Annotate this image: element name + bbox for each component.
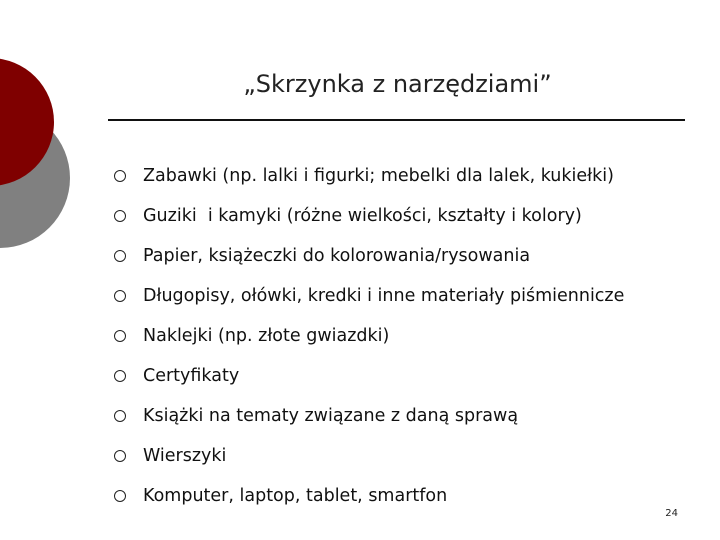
list-item-text: Naklejki (np. złote gwiazdki)	[143, 326, 390, 346]
bullet-circle-icon	[114, 170, 126, 182]
list-item	[114, 316, 624, 356]
bullet-circle-icon	[114, 490, 126, 502]
list-item-text: Certyfikaty	[143, 366, 240, 386]
decorative-circles	[0, 0, 120, 300]
bullet-circle-icon	[114, 410, 126, 422]
list-item	[114, 276, 624, 316]
bullet-circle-icon	[114, 450, 126, 462]
list-item	[114, 396, 624, 436]
list-item	[114, 236, 624, 276]
list-item	[114, 476, 624, 516]
list-item-text: Książki na tematy związane z daną sprawą	[143, 406, 519, 426]
list-item	[114, 356, 624, 396]
list-item-text: Papier, książeczki do kolorowania/rysowania	[143, 246, 531, 266]
list-item-text: Wierszyki	[143, 446, 227, 466]
list-item-text: Guziki i kamyki (różne wielkości, kształty i kolory)	[143, 206, 582, 226]
slide-title: „Skrzynka z narzędziami”	[243, 70, 552, 98]
bullet-circle-icon	[114, 290, 126, 302]
list-item-text: Zabawki (np. lalki i figurki; mebelki dla lalek, kukiełki)	[143, 166, 614, 186]
list-item	[114, 156, 624, 196]
bullet-circle-icon	[114, 370, 126, 382]
bullet-circle-icon	[114, 210, 126, 222]
bullet-circle-icon	[114, 250, 126, 262]
bullet-circle-icon	[114, 330, 126, 342]
list-item-text: Komputer, laptop, tablet, smartfon	[143, 486, 448, 506]
list-item-text: Długopisy, ołówki, kredki i inne materiały piśmiennicze	[143, 286, 625, 306]
list-item	[114, 436, 624, 476]
title-divider	[108, 119, 685, 121]
bullet-list	[114, 156, 624, 516]
list-item	[114, 196, 624, 236]
page-number: 24	[665, 508, 678, 519]
